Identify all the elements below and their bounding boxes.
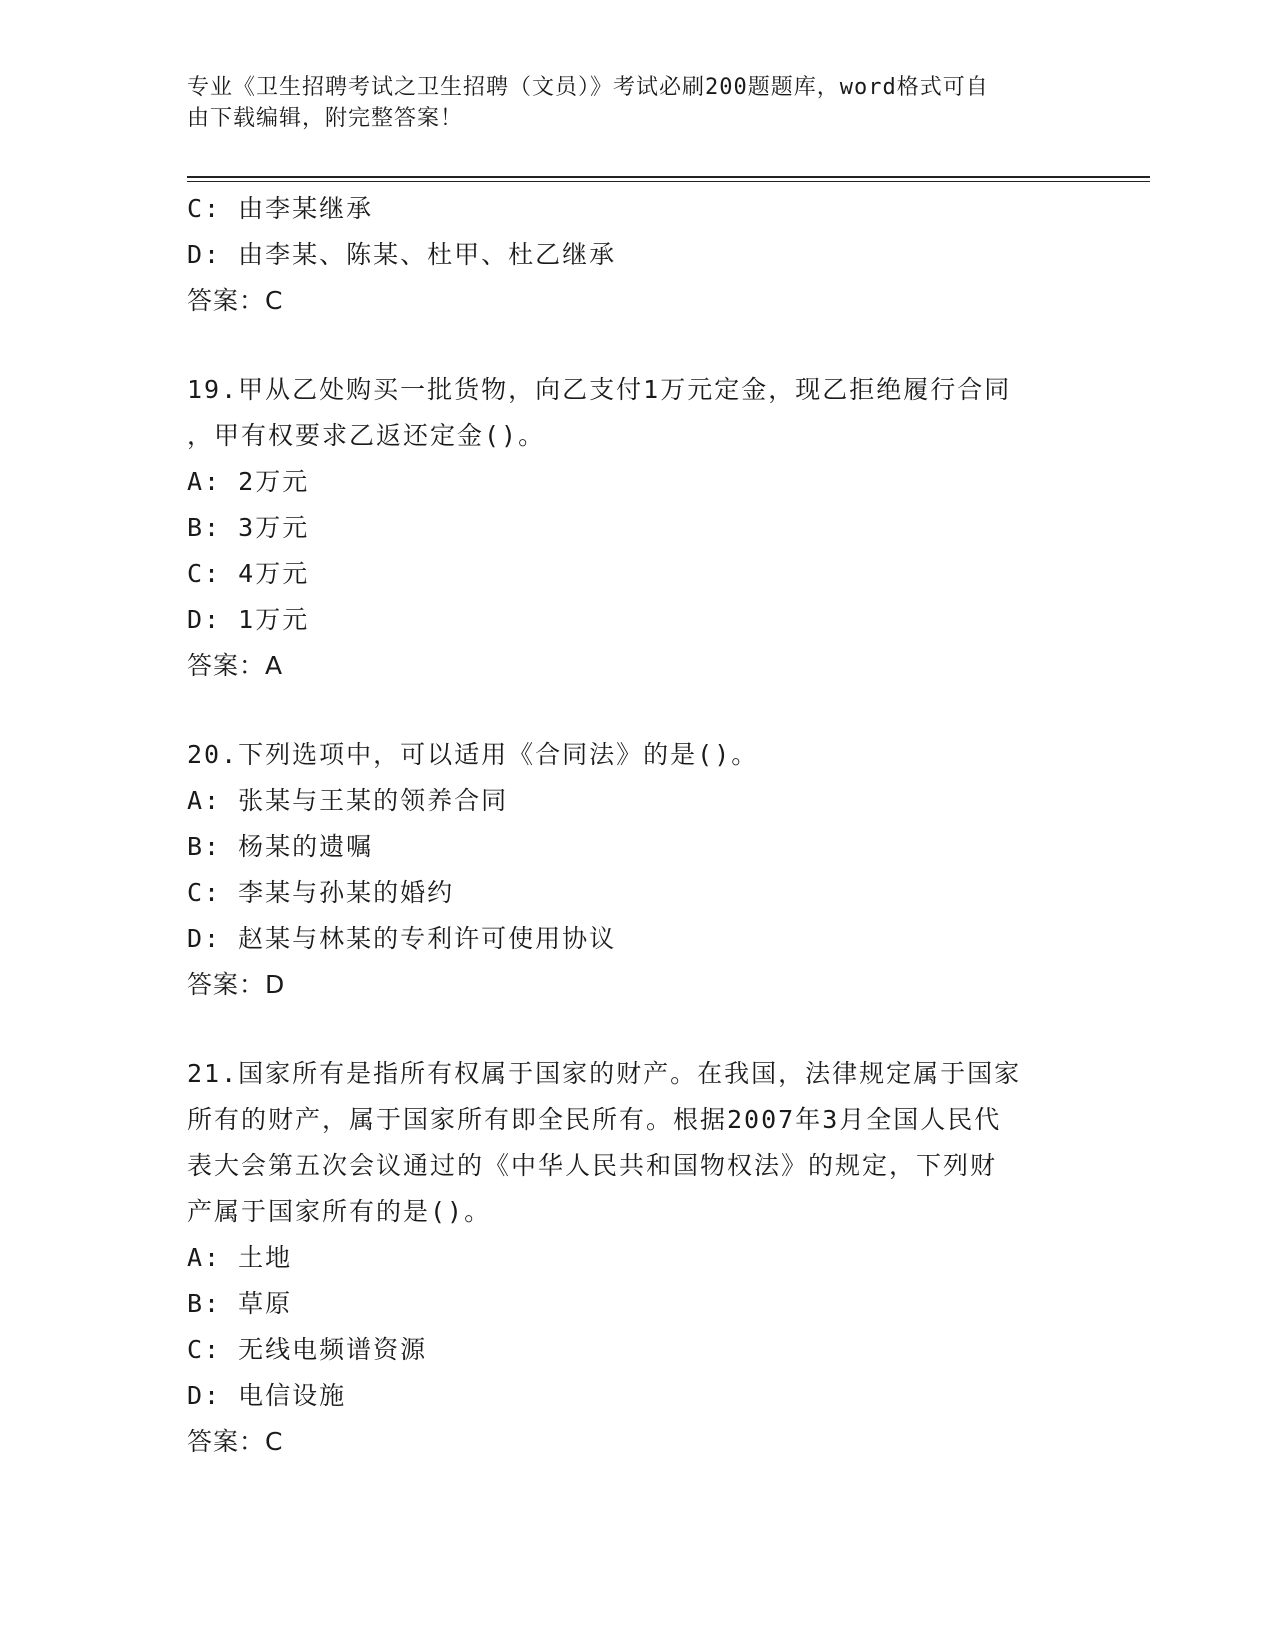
question-stem: 所有的财产，属于国家所有即全民所有。根据2007年3月全国人民代: [187, 1105, 1002, 1134]
option-c: C: 李某与孙某的婚约: [187, 878, 455, 907]
question-stem: 产属于国家所有的是()。: [187, 1197, 492, 1226]
option-d: D: 由李某、陈某、杜甲、杜乙继承: [187, 240, 617, 269]
question-stem: 表大会第五次会议通过的《中华人民共和国物权法》的规定，下列财: [187, 1151, 998, 1180]
question-18-tail: [187, 186, 1087, 324]
option-d: D: 电信设施: [187, 1381, 347, 1410]
question-20: [187, 732, 1087, 1008]
option-a: A: 2万元: [187, 467, 310, 496]
question-19: [187, 367, 1087, 689]
question-stem: 19.甲从乙处购买一批货物，向乙支付1万元定金，现乙拒绝履行合同: [187, 375, 1012, 404]
option-a: A: 土地: [187, 1243, 293, 1272]
option-d: D: 赵某与林某的专利许可使用协议: [187, 924, 617, 953]
option-a: A: 张某与王某的领养合同: [187, 786, 509, 815]
option-c: C: 4万元: [187, 559, 310, 588]
answer: 答案：D: [187, 970, 286, 999]
option-b: B: 草原: [187, 1289, 293, 1318]
option-c: C: 无线电频谱资源: [187, 1335, 428, 1364]
header-divider-thin: [187, 181, 1150, 182]
option-c: C: 由李某继承: [187, 194, 374, 223]
answer: 答案：A: [187, 651, 284, 680]
header-divider-thick: [187, 176, 1150, 178]
option-b: B: 3万元: [187, 513, 310, 542]
document-header: [187, 72, 1087, 134]
option-b: B: 杨某的遗嘱: [187, 832, 374, 861]
question-stem: 20.下列选项中，可以适用《合同法》的是()。: [187, 740, 759, 769]
header-line-2: 由下载编辑，附完整答案！: [187, 106, 464, 131]
option-d: D: 1万元: [187, 605, 310, 634]
question-list: [187, 186, 1087, 1465]
question-stem: ，甲有权要求乙返还定金()。: [187, 421, 546, 450]
question-stem: 21.国家所有是指所有权属于国家的财产。在我国，法律规定属于国家: [187, 1059, 1022, 1088]
header-line-1: 专业《卫生招聘考试之卫生招聘（文员）》考试必刷200题题库，word格式可自: [187, 75, 989, 100]
answer: 答案：C: [187, 286, 284, 315]
answer: 答案：C: [187, 1427, 284, 1456]
question-21: [187, 1051, 1087, 1465]
